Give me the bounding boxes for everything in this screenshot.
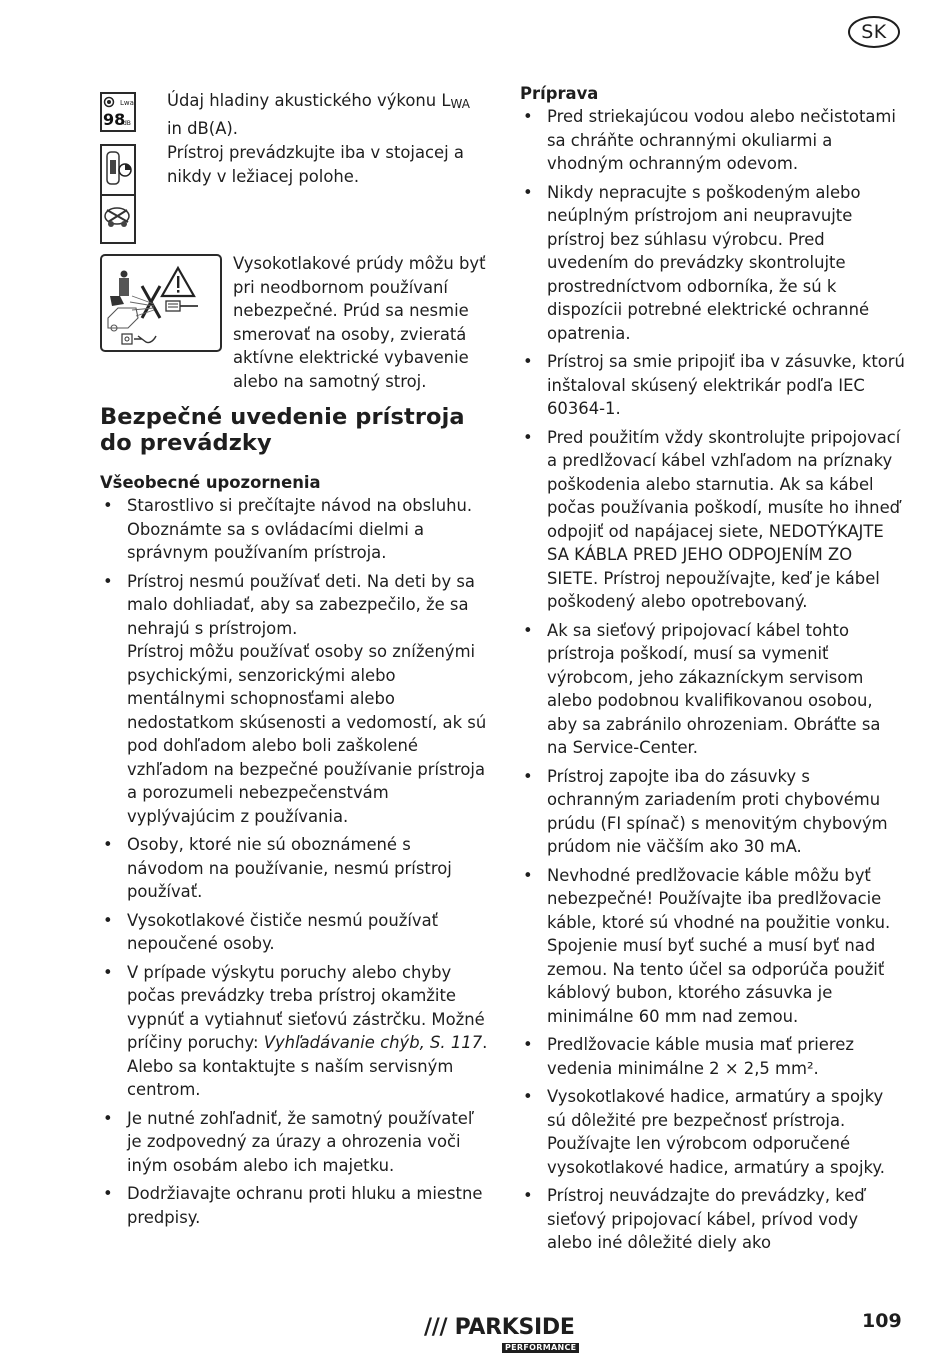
general-warnings-heading: Všeobecné upozornenia [100, 473, 321, 492]
page-number: 109 [862, 1310, 902, 1332]
svg-text:dB: dB [123, 120, 131, 127]
list-item [520, 426, 905, 614]
section-title: Bezpečné uvedenie prístroja do prevádzky [100, 404, 465, 456]
list-item-text: Vysokotlakové hadice, armatúry a spojky sú dôležité pre bezpečnosť prístroja. Používajte len výrobcom odporučené vysokotlakové hadice, armatúry a spojky. [547, 1087, 885, 1177]
troubleshooting-reference-link[interactable]: Vyhľadávanie chýb, S. 117 [263, 1033, 483, 1052]
right-column [520, 82, 905, 1260]
standing-description: Prístroj prevádzkujte iba v stojacej a nikdy v ležiacej polohe. [167, 143, 464, 186]
list-item [520, 1033, 905, 1080]
brand-name: /// PARKSIDE [424, 1315, 575, 1340]
lwa-unit-text: in dB(A). [167, 118, 239, 138]
list-item-text: Dodržiavajte ochranu proti hluku a miestne predpisy. [127, 1184, 483, 1227]
general-warnings-list [100, 494, 490, 1229]
list-item [520, 864, 905, 1029]
high-pressure-jet-warning-icon [100, 254, 222, 352]
list-item-text: V prípade výskytu poruchy alebo chyby počas prevádzky treba prístroj okamžite vypnúť a vytiahnuť sieťovú zástrčku. Možné príčiny poruchy: [127, 962, 485, 1052]
upright-operation-icon [100, 144, 136, 244]
lwa-description [167, 89, 497, 140]
list-item-text: Prístroj zapojte iba do zásuvky s ochranným zariadením proti chybovému prúdu (FI spínač) s menovitým chybovým prúdom nie väčším ako 30 mA. [547, 766, 888, 856]
svg-text:98: 98 [103, 110, 126, 129]
list-item [520, 1085, 905, 1179]
list-item-text: Predlžovacie káble musia mať prierez vedenia minimálne 2 × 2,5 mm². [547, 1035, 854, 1078]
list-item [100, 1182, 490, 1229]
list-item [100, 833, 490, 904]
sound-power-level-icon [100, 92, 136, 132]
parkside-logo [424, 1316, 589, 1358]
lwa-subscript: WA [450, 97, 470, 111]
list-item-tail: . Alebo sa kontaktujte s naším servisným centrom. [127, 1033, 488, 1099]
list-item [100, 1107, 490, 1178]
list-item [520, 105, 905, 176]
lwa-text: Údaj hladiny akustického výkonu L [167, 91, 451, 110]
list-item-text: Nevhodné predlžovacie káble môžu byť nebezpečné! Používajte iba predlžovacie káble, ktoré sú vhodné na použitie vonku. Spojenie musí byť suché a musí byť nad zemou. Na tento účel sa odporúča použiť káblový bubon, ktorého zásuvka je minimálne 60 mm nad zemou. [547, 865, 891, 1026]
list-item-text: Osoby, ktoré nie sú oboznámené s návodom na používanie, nesmú prístroj používať. [127, 835, 452, 901]
list-item-text: Prístroj sa smie pripojiť iba v zásuvke, ktorú inštaloval skúsený elektrikár podľa IEC 60364-1. [547, 352, 905, 418]
list-item [100, 494, 490, 565]
list-item [520, 181, 905, 346]
list-item-text: Pred striekajúcou vodou alebo nečistotami sa chráňte ochrannými okuliarmi a vhodným ochranným odevom. [547, 107, 896, 173]
list-item [100, 961, 490, 1102]
list-item [520, 765, 905, 859]
list-item [100, 570, 490, 829]
list-item [100, 909, 490, 956]
list-item-text: Prístroj nesmú používať deti. Na deti by sa malo dohliadať, aby sa zabezpečilo, že sa nehrajú s prístrojom. [127, 571, 475, 638]
preparation-heading: Príprava [520, 84, 599, 103]
list-item-text: Ak sa sieťový pripojovací kábel tohto prístroja poškodí, musí sa vymeniť výrobcom, jeho zákazníckym servisom alebo podobnou kvalifikovanou osobou, aby sa zabránilo ohrozeniam. Obráťte sa na Service-Center. [547, 620, 881, 757]
list-item [520, 1184, 905, 1255]
list-item-text: Prístroj neuvádzajte do prevádzky, keď sieťový pripojovací kábel, prívod vody alebo iné dôležité diely ako [547, 1186, 865, 1252]
brand-subline: PERFORMANCE [502, 1343, 579, 1353]
list-item-text: Nikdy nepracujte s poškodeným alebo neúplným prístrojom ani neupravujte prístroj bez súhlasu výrobcu. Pred uvedením do prevádzky skontrolujte prostredníctvom odborníka, že sú k dispozícii potrebné elektrické ochranné opatrenia. [547, 182, 870, 343]
list-item-text: Vysokotlakové čističe nesmú používať nepoučené osoby. [127, 910, 439, 953]
preparation-list [520, 105, 905, 1255]
list-item [520, 619, 905, 760]
list-item-text: Je nutné zohľadniť, že samotný používateľ je zodpovedný za úrazy a ohrozenia voči iným osobám alebo ich majetku. [127, 1108, 474, 1175]
list-item [520, 350, 905, 421]
svg-text:Lwa: Lwa [120, 99, 134, 107]
general-warnings [100, 471, 490, 1234]
list-item-text: Starostlivo si prečítajte návod na obsluhu. Oboznámte sa s ovládacími dielmi a správnym používaním prístroja. [127, 496, 473, 562]
list-item-continuation: Prístroj môžu používať osoby so zníženými psychickými, senzorickými alebo mentálnymi schopnosťami alebo nedostatkom skúsenosti a vedomostí, ak sú pod dohľadom alebo boli zaškolené vzhľadom na bezpečné používanie prístroja a porozumeli nebezpečenstvám vyplývajúcim z používania. [127, 642, 487, 826]
language-badge: SK [848, 16, 900, 48]
jet-warning-description: Vysokotlakové prúdy môžu byť pri neodbornom používaní nebezpečné. Prúd sa nesmie smerovať na osoby, zvieratá aktívne elektrické vybavenie alebo na samotný stroj. [233, 254, 486, 391]
list-item-text: Pred použitím vždy skontrolujte pripojovací a predlžovací kábel vzhľadom na príznaky poškodenia alebo starnutia. Ak sa kábel počas používania poškodí, musíte ho ihneď odpojiť od napájacej siete, NEDOTÝKAJTE SA KÁBLA PRED JEHO ODPOJENÍM ZO SIETE. Prístroj nepoužívajte, keď je kábel poškodený alebo opotrebovaný. [547, 427, 901, 611]
